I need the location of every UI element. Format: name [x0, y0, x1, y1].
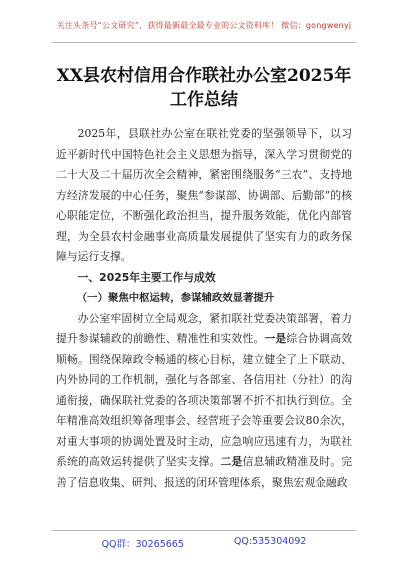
subsection-heading: （一）聚焦中枢运转，参谋辅政效显著提升	[76, 292, 275, 304]
paragraph-text: 综合协调高效顺畅。围绕保障政令畅通的核心目标，建立健全了上下联动、内外协同的工作机制，强化与各部室、各信用社（分社）的沟通衔接，确保联社党委的各项决策部署不折不扣执行到位。全年精准高效组织筹备理事会、经营班子会等重要会议80余次，对重大事项的协调处置及时主动，应急响应迅速有力，为联社系统的高效运转提供了坚实支撑。	[56, 332, 353, 468]
paragraph-text: 办公室牢固树立全局观念，紧扣联社党委决策部署，着力提升参谋辅政的前瞻性、精准性和实效性。	[56, 311, 352, 345]
body-paragraph	[56, 309, 352, 494]
footer-divider	[52, 530, 356, 531]
document-title: XX县农村信用合作联社办公室2025年工作总结	[56, 66, 352, 110]
lead-marker: 一是	[264, 332, 287, 345]
section-heading: 一、2025年主要工作与成效	[77, 270, 216, 284]
document-body	[56, 124, 352, 493]
header-note: 关注头条号“公文研究”，获得最新最全最专业的公文资料库！ 微信：gongwenyj	[56, 21, 352, 30]
header-divider	[52, 42, 356, 43]
intro-paragraph: 2025年，县联社办公室在联社党委的坚强领导下，以习近平新时代中国特色社会主义思想为指导，深入学习贯彻党的二十大及二十届历次全会精神，紧密围绕服务“三农”、支持地方经济发展的中心任务，聚焦“参谋部、协调部、后勤部”的核心职能定位，不断强化政治担当，提升服务效能，优化内部管理，为全县农村金融事业高质量发展提供了坚实有力的政务保障与运行支撑。	[56, 127, 352, 263]
paragraph-text: 信息辅政精准及时。完善了信息收集、研判、报送的闭环管理体系，聚焦宏观金融政	[56, 455, 353, 489]
footer	[0, 536, 408, 550]
qq-group: QQ群：30265665	[101, 539, 184, 550]
qq-contact: QQ:535304092	[233, 536, 307, 547]
lead-marker: 二是	[220, 455, 243, 468]
